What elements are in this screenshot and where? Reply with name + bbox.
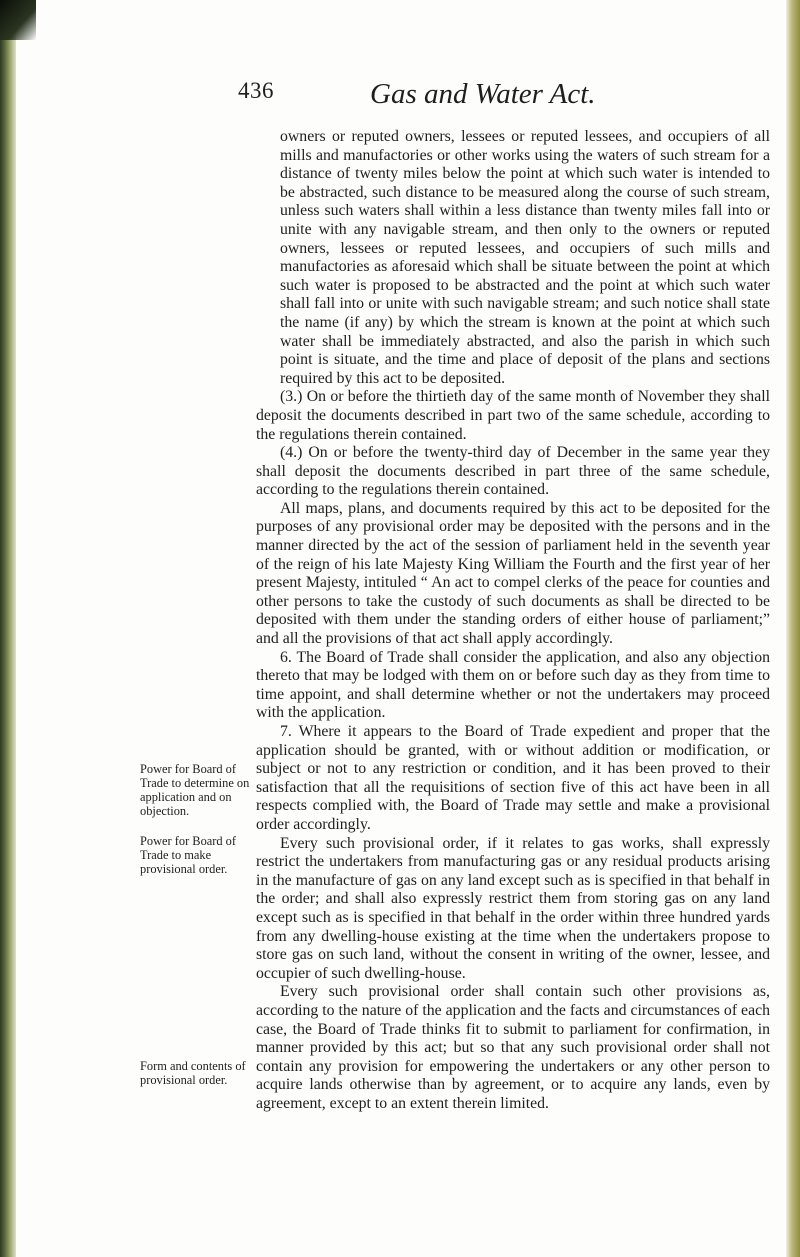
- paragraph-form-and-contents: Every such provisional order shall contain such other provisions as, according to the nature of the application and the facts and circumstances of each case, the Board of Trade thinks fit to submit to parliament for confirmation, in manner provided by this act; but so that any such provisional order shall not contain any provision for empowering the undertakers or any other person to acquire lands otherwise than by agreement, or to acquire any lands, even by agreement, except to an extent therein limited.: [256, 983, 770, 1112]
- page-number: 436: [238, 78, 274, 103]
- page-binding-edge-right: [786, 0, 800, 1257]
- paragraph-gas-works-restriction: Every such provisional order, if it relates to gas works, shall expressly restrict the undertakers from manufacturing gas or any residual products arising in the manufacture of gas on any land except such as is specified in that behalf in the order; and shall also expressly restrict them from storing gas on any land except such as is specified in that behalf in the order within three hundred yards from any dwelling-house existing at the time when the undertakers propose to store gas on such land, without the consent in writing of the owner, lessee, and occupier of such dwelling-house.: [256, 834, 770, 982]
- running-title: Gas and Water Act.: [370, 78, 596, 110]
- section-6: 6. The Board of Trade shall consider the application, and also any objection thereto that may be lodged with them on or before such day as they from time to time appoint, and shall determine whether or not the undertakers may proceed with the application.: [256, 648, 770, 722]
- body-text: [256, 128, 770, 1113]
- margin-note-provisional-order: Power for Board of Trade to make provisional order.: [140, 834, 237, 876]
- paragraph-item-3: (3.) On or before the thirtieth day of the same month of November they shall deposit the documents described in part two of the same schedule, according to the regulations therein contained.: [256, 388, 770, 443]
- margin-note-power-to-determine: Power for Board of Trade to determine on application and on objection.: [140, 762, 250, 818]
- page-binding-edge-left: [0, 0, 16, 1257]
- margin-note-form-and-contents: Form and contents of provisional order.: [140, 1059, 246, 1087]
- paragraph-item-4: (4.) On or before the twenty-third day of December in the same year they shall deposit the documents described in part three of the same schedule, according to the regulations therein contained.: [256, 444, 770, 499]
- page-header: [0, 78, 800, 118]
- paragraph-deposit-documents: All maps, plans, and documents required by this act to be deposited for the purposes of any provisional order may be deposited with the persons and in the manner directed by the act of the session of parliament held in the seventh year of the reign of his late Majesty King William the Fourth and the first year of her present Majesty, intituled “ An act to compel clerks of the peace for counties and other persons to take the custody of such documents as shall be directed to be deposited with them under the standing orders of either house of parliament;” and all the provisions of that act shall apply accordingly.: [256, 499, 770, 648]
- paragraph-continuation: owners or reputed owners, lessees or reputed lessees, and occupiers of all mills and manufactories or other works using the waters of such stream for a distance of twenty miles below the point at which such water is intended to be abstracted, such distance to be measured along the course of such stream, unless such waters shall within a less distance than twenty miles fall into or unite with any navigable stream, and then only to the owners or reputed owners, lessees or reputed lessees, and occupiers of such mills and manufactories as aforesaid which shall be situate between the point at which such water is proposed to be abstracted and the point at which such water shall fall into or unite with such navigable stream; and such notice shall state the name (if any) by which the stream is known at the point at which such water shall be immediately abstracted, and also the parish in which such point is situate, and the time and place of deposit of the plans and sections required by this act to be deposited.: [280, 128, 770, 387]
- section-7: 7. Where it appears to the Board of Trade expedient and proper that the application should be granted, with or without addition or modification, or subject or not to any restriction or condition, and it has been proved to their satisfaction that all the requisitions of section five of this act have been in all respects complied with, the Board of Trade may settle and make a provisional order accordingly.: [256, 723, 770, 833]
- page-corner-shadow: [0, 0, 36, 40]
